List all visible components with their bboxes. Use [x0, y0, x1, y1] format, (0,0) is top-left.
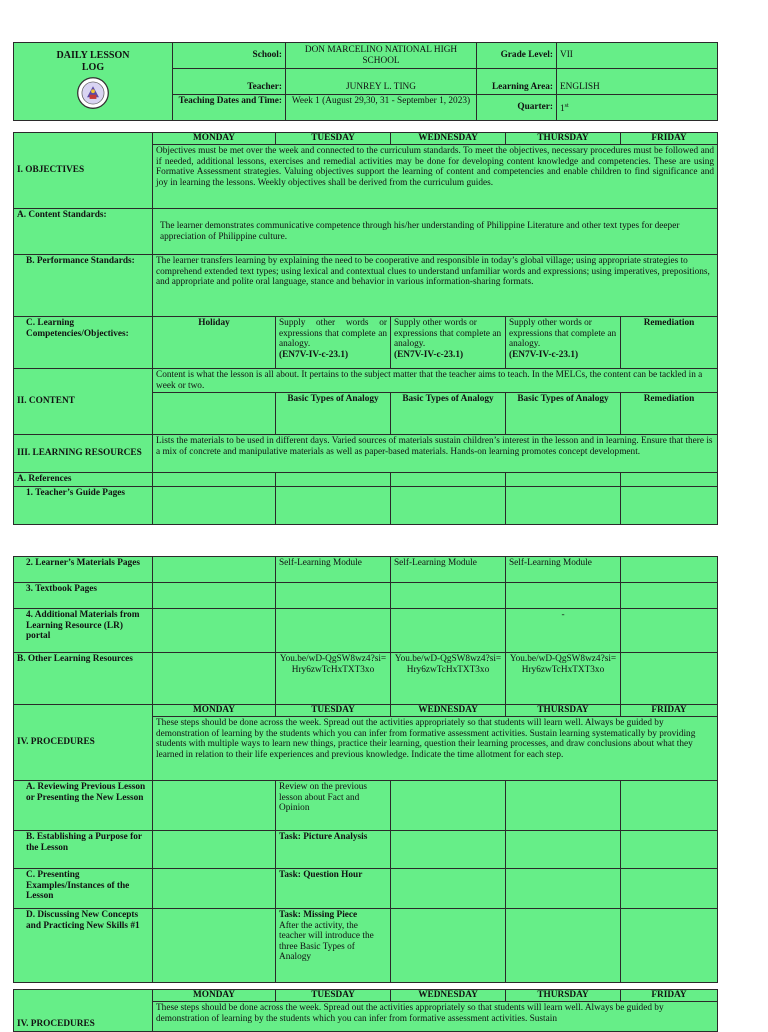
competencies-friday: Remediation: [621, 317, 718, 369]
pur-tuesday: Task: Picture Analysis: [276, 831, 391, 869]
resource-link-tuesday[interactable]: You.be/wD-QgSW8wz4?si=Hry6zwTcHxTXT3xo: [276, 653, 391, 705]
lm-tuesday: Self-Learning Module: [276, 557, 391, 583]
deped-seal-icon: [76, 76, 110, 110]
am-friday: [621, 609, 718, 653]
or-friday: [621, 653, 718, 705]
area-label: Learning Area:: [477, 69, 557, 95]
lm-thursday: Self-Learning Module: [506, 557, 621, 583]
procedures-text: These steps should be done across the week. Spread out the activities appropriately so that students will learn well. Always be guided by demonstration of learning by the students which you can infer from formative assessment activities. Sustain learning systematically by providing students with multiple ways to learn new things, practice their learning, question their learning processes, and draw conclusions about what they learned in relation to their life experiences and previous knowledge. Indicate the time allotment for each step.: [153, 717, 718, 781]
rev-thursday: [506, 781, 621, 831]
dll-title: [14, 43, 173, 121]
references-friday: [621, 473, 718, 487]
p3-day-friday: FRIDAY: [621, 990, 718, 1002]
school-label: School:: [173, 43, 286, 69]
proc-day-wednesday: WEDNESDAY: [391, 705, 506, 717]
dates-label: Teaching Dates and Time:: [173, 95, 286, 121]
content-standards-text: The learner demonstrates communicative competence through his/her understanding of Philippine Literature and other text types for deeper appreciation of Philippine culture.: [153, 209, 718, 255]
p3-day-wednesday: WEDNESDAY: [391, 990, 506, 1002]
tg-tuesday: [276, 486, 391, 524]
competencies-monday: Holiday: [153, 317, 276, 369]
quarter-value: 1st: [557, 95, 718, 121]
references-label: A. References: [14, 473, 153, 487]
pre-wednesday: [391, 869, 506, 909]
teacher-label: Teacher:: [173, 69, 286, 95]
references-thursday: [506, 473, 621, 487]
pur-wednesday: [391, 831, 506, 869]
content-friday: Remediation: [621, 393, 718, 435]
purpose-label: B. Establishing a Purpose for the Lesson: [14, 831, 153, 869]
tb-monday: [153, 583, 276, 609]
discussing-label: D. Discussing New Concepts and Practicing New Skills #1: [14, 909, 153, 983]
competencies-wednesday: Supply other words or expressions that complete an analogy. (EN7V-IV-c-23.1): [391, 317, 506, 369]
references-wednesday: [391, 473, 506, 487]
textbook-pages-label: 3. Textbook Pages: [14, 583, 153, 609]
pre-monday: [153, 869, 276, 909]
tg-friday: [621, 486, 718, 524]
tb-friday: [621, 583, 718, 609]
references-monday: [153, 473, 276, 487]
teacher-value: JUNREY L. TING: [286, 69, 477, 95]
rev-friday: [621, 781, 718, 831]
content-wednesday: Basic Types of Analogy: [391, 393, 506, 435]
header-table: [13, 42, 718, 121]
pur-friday: [621, 831, 718, 869]
references-tuesday: [276, 473, 391, 487]
performance-standards-label: B. Performance Standards:: [14, 255, 153, 317]
rev-wednesday: [391, 781, 506, 831]
other-resources-label: B. Other Learning Resources: [14, 653, 153, 705]
learning-resources-label: III. LEARNING RESOURCES: [14, 435, 153, 473]
grade-value: VII: [557, 43, 718, 69]
p3-day-tuesday: TUESDAY: [276, 990, 391, 1002]
proc-day-friday: FRIDAY: [621, 705, 718, 717]
dll-title-line2: LOG: [81, 61, 105, 73]
dis-thursday: [506, 909, 621, 983]
tb-thursday: [506, 583, 621, 609]
competencies-label: C. Learning Competencies/Objectives:: [14, 317, 153, 369]
am-monday: [153, 609, 276, 653]
proc-day-thursday: THURSDAY: [506, 705, 621, 717]
dis-wednesday: [391, 909, 506, 983]
content-thursday: Basic Types of Analogy: [506, 393, 621, 435]
resource-link-wednesday[interactable]: You.be/wD-QgSW8wz4?si=Hry6zwTcHxTXT3xo: [391, 653, 506, 705]
am-thursday: -: [506, 609, 621, 653]
procedures-label: IV. PROCEDURES: [14, 705, 153, 781]
pre-tuesday: Task: Question Hour: [276, 869, 391, 909]
content-label: II. CONTENT: [14, 369, 153, 435]
objectives-label: I. OBJECTIVES: [14, 133, 153, 209]
pur-monday: [153, 831, 276, 869]
proc-day-monday: MONDAY: [153, 705, 276, 717]
teachers-guide-label: 1. Teacher’s Guide Pages: [14, 486, 153, 524]
day-tuesday: TUESDAY: [276, 133, 391, 145]
additional-materials-label: 4. Additional Materials from Learning Resource (LR) portal: [14, 609, 153, 653]
rev-tuesday: Review on the previous lesson about Fact and Opinion: [276, 781, 391, 831]
tb-tuesday: [276, 583, 391, 609]
pre-friday: [621, 869, 718, 909]
day-wednesday: WEDNESDAY: [391, 133, 506, 145]
day-friday: FRIDAY: [621, 133, 718, 145]
dates-value: Week 1 (August 29,30, 31 - September 1, 2023): [286, 95, 477, 121]
competencies-thursday: Supply other words or expressions that complete an analogy. (EN7V-IV-c-23.1): [506, 317, 621, 369]
performance-standards-text: The learner transfers learning by explaining the need to be cooperative and responsible in today’s global village; using appropriate strategies to comprehend extended text types; using lexical and contextual clues to understand unfamiliar words and expressions; using imperatives, prepositions, and appropriate and polite oral language, stance and behavior in various information-sharing formats.: [153, 255, 718, 317]
content-standards-label: A. Content Standards:: [14, 209, 153, 255]
content-text: Content is what the lesson is all about. It pertains to the subject matter that the teacher aims to teach. In the MELCs, the content can be tackled in a week or two.: [153, 369, 718, 393]
grade-label: Grade Level:: [477, 43, 557, 69]
pre-thursday: [506, 869, 621, 909]
p3-day-monday: MONDAY: [153, 990, 276, 1002]
objectives-text: Objectives must be met over the week and connected to the curriculum standards. To meet the objectives, necessary procedures must be followed and if needed, additional lessons, exercises and remedial activities may be done for developing content knowledge and competencies. These are using Formative Assessment strategies. Valuing objectives support the learning of content and competencies and enable children to find significance and joy in learning the lessons. Weekly objectives shall be derived from the curriculum guides.: [153, 145, 718, 209]
rev-monday: [153, 781, 276, 831]
tb-wednesday: [391, 583, 506, 609]
procedures-repeat-text: These steps should be done across the week. Spread out the activities appropriately so that students will learn well. Always be guided by demonstration of learning by the students which you can infer from formative assessment activities. Sustain: [153, 1002, 718, 1032]
or-monday: [153, 653, 276, 705]
day-monday: MONDAY: [153, 133, 276, 145]
dis-friday: [621, 909, 718, 983]
tg-wednesday: [391, 486, 506, 524]
reviewing-label: A. Reviewing Previous Lesson or Presenting the New Lesson: [14, 781, 153, 831]
content-monday: [153, 393, 276, 435]
lm-monday: [153, 557, 276, 583]
tg-monday: [153, 486, 276, 524]
tg-thursday: [506, 486, 621, 524]
am-tuesday: [276, 609, 391, 653]
presenting-label: C. Presenting Examples/Instances of the Lesson: [14, 869, 153, 909]
learning-resources-text: Lists the materials to be used in different days. Varied sources of materials sustain children’s interest in the lesson and in learning. Ensure that there is a mix of concrete and manipulative materials as well as paper-based materials. Hands-on learning promotes concept development.: [153, 435, 718, 473]
pur-thursday: [506, 831, 621, 869]
p3-day-thursday: THURSDAY: [506, 990, 621, 1002]
lesson-table-1: [13, 132, 718, 525]
dis-monday: [153, 909, 276, 983]
area-value: ENGLISH: [557, 69, 718, 95]
quarter-label: Quarter:: [477, 95, 557, 121]
dll-title-line1: DAILY LESSON: [56, 49, 130, 61]
lesson-table-2: [13, 556, 718, 983]
lesson-table-3: [13, 989, 718, 1032]
resource-link-thursday[interactable]: You.be/wD-QgSW8wz4?si=Hry6zwTcHxTXT3xo: [506, 653, 621, 705]
learners-materials-label: 2. Learner’s Materials Pages: [14, 557, 153, 583]
dis-tuesday: Task: Missing Piece After the activity, the teacher will introduce the three Basic Types of Analogy: [276, 909, 391, 983]
content-tuesday: Basic Types of Analogy: [276, 393, 391, 435]
procedures-repeat-label: IV. PROCEDURES: [14, 990, 153, 1032]
lm-wednesday: Self-Learning Module: [391, 557, 506, 583]
am-wednesday: [391, 609, 506, 653]
school-value: DON MARCELINO NATIONAL HIGH SCHOOL: [286, 43, 477, 69]
proc-day-tuesday: TUESDAY: [276, 705, 391, 717]
lm-friday: [621, 557, 718, 583]
day-thursday: THURSDAY: [506, 133, 621, 145]
competencies-tuesday: Supply other words or expressions that complete an analogy. (EN7V-IV-c-23.1): [276, 317, 391, 369]
